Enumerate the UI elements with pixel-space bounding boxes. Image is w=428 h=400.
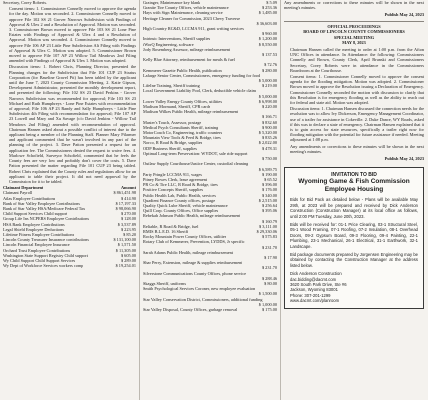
claim-amount: $ 11,305.00 [115, 247, 136, 253]
claim-description: Quality Quick Lube Sheriff, vehicle maintenance [143, 202, 228, 208]
claim-description: Quadient Finance County offices, postage [143, 197, 216, 203]
claim-amount: $ 605.00 [120, 252, 136, 258]
claim-description: Party Pringle LCCMA 911, wages [143, 171, 202, 177]
claim-description: iWorQ Engineering, software [143, 41, 194, 47]
claim-amount: $ 3,111.00 [259, 223, 277, 229]
claim-description: Public Health Lab, Public Health, services [143, 192, 216, 198]
claim-description: Mountain View Tools & Feed & Bridge, tires [143, 135, 221, 141]
claim-description: Silverstone Communications County Offices, phone service [143, 270, 247, 276]
claim-description: Lifetime Fitness Employee Contributions [3, 231, 75, 237]
claim-amount: $ 220.00 [261, 104, 277, 110]
claim-row [3, 263, 136, 268]
claim-description: Heritage Cleaner for Commission, 2023 Chevy Traverse [143, 15, 241, 21]
claim-description: Madison Mormand, Sheriff, CPR cards [143, 104, 211, 110]
continued-text: Secretary, Corey Roberts. [3, 0, 48, 5]
claim-description: Wy Dept of Workforce Services workers comp [3, 263, 84, 269]
claim-amount: $ 231.70 [261, 244, 277, 250]
claim-amount: $ 160.79 [261, 218, 277, 224]
claim-description: Lafarge Senior Center, Commissioners, emergency funding for food [143, 72, 261, 78]
claim-description: Master's Touch, Assessor, postage [143, 119, 202, 125]
claim-description: Reliable, R Road & Bridge, fuel [143, 223, 199, 229]
claim-description: Bank of Star Valley Employee Contributions [3, 200, 80, 206]
claim-amount: $ 396.00 [261, 182, 277, 188]
claims-column [143, 0, 277, 400]
claim-amount: $ 861,451.98 [113, 190, 136, 196]
address-link[interactable]: www.dacmt.com/planroom [290, 298, 340, 304]
notice-divider [284, 21, 424, 22]
claim-description: Lower Valley Energy County Offices, utilities [143, 98, 223, 104]
claim-amount: $ 2,022.00 [258, 140, 277, 146]
claim-amount: $ 1,571.50 [117, 242, 136, 248]
claim-amount: $ 190.00 [261, 171, 277, 177]
claim-amount: $ 289.00 [120, 257, 136, 263]
claim-amount: $ 36,603.00 [256, 20, 277, 26]
claim-row [143, 307, 277, 312]
claim-amount: $ 80.00 [264, 280, 277, 286]
address-line: 3620 South Park Drive, Ste #6 [290, 281, 347, 287]
claim-description: Rocky Mountain Power County Offices, utilities [143, 234, 227, 240]
ad-paragraph: Bids for Bid Pack as detailed below - Plans will be available May 29th, at 2023 will be prepared and received by Dick Anderson Construction (Construction Manager) at its local office as follows, until 2:00 PM Tuesday, June 20th, 2023. [290, 197, 418, 219]
claim-amount: $ 270.00 [120, 211, 136, 217]
claim-description: Orchard Trust Employee Contributions [3, 247, 71, 253]
claim-description: Star Valley Disposal, County Offices, garbage removal [143, 306, 238, 312]
claims-heading: Claimant Department [3, 185, 44, 191]
discussion-items-paragraph: Discussion items: 1. Robert Chris, Planning Director, presented the Planning changes for the Subdivision that File 101 CUP 23 Stratus Corporation (for Baseline Gravel Pit) has been tabled by the applicant until the June 7, 2023 County Commission Meeting. 2. Katie Gipson, Development Administrator, presented the monthly development report, and presented the following: File 102 SS 23 David Perkins - Grover Narrows Subdivision was recommended for approval; File 103 SS 23 Michael and Ruth Humphreys - Lone Pine Estates with recommendation of approval; File 106 AP 23 Randy and Sally Humphreys - Little Pine Subdivision 4th Filing with recommendation for approval; File 107 AP 23 Lowell and Mary and Xu Savage (c/o David Jenkins - Willow Tail Meadows 2nd Filing) amended with recommendation of approval. Chairman Hansen asked about a possible conflict of interest due to the applicant being a member of the Planning Staff. Planner Mary Pilarmer and applicant commented that he wasn't involved in any part of the planning of the project. 3. Dave Patton presented a request for an application fee. The Commissioners denied the request to waive fees. 4. Marlowe Schofield, Surveyor Schofield, commented that he feels the County fees are very low and probably don't cover the costs. 5. Dave Patton presented the matter regarding File 101 CUP 23 being tabled. Robert Chris explained that the County rules and regulations allow for an applicant to table their project. It did not need approval by the Commission for it to be tabled. [9, 64, 136, 184]
bid-invitation-ad [284, 167, 424, 308]
claim-description: Skaggs Sheriff, uniforms [143, 280, 187, 286]
claim-description: ODP Business Sheriff, supplies [143, 145, 197, 151]
claim-amount: $ 288.46 [261, 275, 277, 281]
claim-description: Sarah Adams Public Health, mileage reimbursement [143, 249, 233, 255]
claim-amount: $ 340.00 [261, 192, 277, 198]
claim-amount: $ 29,330.06 [256, 228, 277, 234]
claim-description: Child Support Services Child support [3, 211, 68, 217]
claim-amount: $ 835.26 [261, 135, 277, 141]
claim-description: Optimal Long-term Preservation: WYDOT, sale ride support [143, 150, 248, 156]
claim-row [143, 73, 277, 78]
claim-amount: $ 2,515.00 [258, 197, 277, 203]
claim-amount: $ 17.90 [264, 254, 277, 260]
claim-description: Positive Concepts Sheriff, supplies [143, 187, 204, 193]
claim-description: Rebekah Johnson Public Health, mileage reimbursement [143, 213, 241, 219]
address-line: Jackson, Wyoming 83001 [290, 287, 338, 293]
claim-amount: $ 17,197.33 [115, 200, 136, 206]
ad-title: INVITATION TO BID [331, 172, 377, 179]
claim-amount: $ 128.00 [120, 216, 136, 222]
notice-paragraph: Chairman Hansen called the meeting to order at 1:00 p.m. from the Afton UNC Offices in attendance. In Attendance: the following: Commissioners Connelly and Brown, County Clerk, April Brunski and Commissioners Secretary, Corey Roberts were in attendance in the Commissioners Boardroom at the Courthouse. [290, 47, 424, 73]
publish-date: Publish May 24, 2023 [384, 156, 424, 162]
claim-description: HSA Bank Employee Contributions [3, 221, 65, 227]
claim-description: Outlaw Supply Courthouse/Justice Center, custodial cleaning [143, 161, 249, 167]
address-line: Dick Anderson Construction [290, 271, 342, 277]
claim-amount: $ 19,254.01 [115, 263, 136, 269]
claim-description: High Country RC&D, LCCMA 911, grant writing services [143, 26, 244, 32]
claim-amount: $ 6,589.75 [258, 166, 277, 172]
claim-amount: $ 85.20 [123, 231, 136, 237]
claim-description: Jody Rosemberg Assessor, mileage reimbursement [143, 46, 231, 52]
claim-description: Kemmerer Gazette Public Health, publication [143, 67, 222, 73]
claim-description: Norco, R Road & Bridge, supplies [143, 140, 203, 146]
claim-amount: $ 65.52 [264, 176, 277, 182]
claim-description: Intrinsic Interventions, Sheriff supplies [143, 36, 211, 42]
notice-date: MAY 8, 2023 [342, 39, 366, 45]
claim-description: Shar Perry, Extension, mileage & supplies reimbursement [143, 260, 243, 266]
claim-description: Claimant Payroll [3, 190, 33, 196]
publish-date: Publish May 24, 2023 [384, 12, 424, 18]
notice-title: OFFICIAL PROCEEDINGS [327, 24, 381, 30]
claim-description: RMIS B.L.E.D. 16 Sheriff [143, 228, 189, 234]
claim-amount: $ 1,200.00 [258, 36, 277, 42]
claim-amount: $ 176.00 [261, 187, 277, 193]
claim-description: Pitney Bowes Clerk, lease agreement [143, 176, 208, 182]
claim-amount: $ 414.90 [120, 195, 136, 201]
claim-amount: $ 6,998.00 [258, 98, 277, 104]
claim-amount: $ 900.00 [261, 124, 277, 130]
claim-amount: $ 5.09 [266, 0, 277, 5]
ad-paragraph: Bid package documents prepared by Jorgensen Engineering may be obtained by contacting the Construction Manager at the address listed below. [290, 251, 418, 268]
claim-amount: $ 5,000.00 [258, 93, 277, 99]
claim-description: Lincoln County Treasurer Insurance contributions [3, 237, 89, 243]
claim-description: Washington State Support Registry Child support [3, 252, 88, 258]
claim-amount: $ 137.53 [261, 52, 277, 58]
claim-amount: $ 478.31 [261, 145, 277, 151]
consent-items-paragraph: Consent items: 1. Commissioner Connelly moved to approve the agenda for the day. Motion was seconded. 2. Commissioner Connelly moved to approve File 102 SS 21 Grover Narrows Subdivision with Findings of Approval & Ulex 2 and a Resolution of Approval. Motion was seconded. 3. Commissioner Brown moved to approve File 103 SS 21 Lone Pine Estates with Findings of Approval & Ulex 4 and a Resolution of Approval. Motion was seconded. 4. Commissioner Connelly moved to approve File 106 AP 23 Little Pine Subdivision Alt Filing with Findings of Approval & Ulex C. Motion was adopted. 5. Commissioner Brown moved to approve File 107 AP 23 Willow Tail Meadows 2nd Filing amended with Findings of Approval & Ulex 1. Motion was adopted. [9, 6, 136, 64]
claim-description: Kelly Blue Attorney, reimbursement for meals & fuel [143, 57, 235, 63]
claim-amount: $ 175.00 [261, 306, 277, 312]
claim-amount: $ 98,066.90 [115, 205, 136, 211]
claim-amount: $ 395.06 [261, 208, 277, 214]
notices-column [284, 0, 424, 400]
claim-description: Wy Child Support Child Support Services [3, 257, 76, 263]
claim-amount: $ 832.60 [261, 119, 277, 125]
claim-amount: $ 223.95 [120, 226, 136, 232]
notice-paragraph: Any amendments or corrections to these minutes will be shown in the next meeting's minutes. [290, 143, 424, 154]
claim-description: MotorCoach Co, Engineering, traffic counters [143, 130, 223, 136]
ad-address [290, 271, 418, 303]
ad-heading: Wyoming Game & Fish Commission Employee Housing [298, 178, 410, 194]
column-divider [139, 0, 140, 400]
notice-meeting-type: SPECIAL MEETING [333, 34, 375, 40]
claim-row [143, 297, 277, 302]
column-divider [280, 0, 281, 400]
claim-description: Rotary Club of Kemmerer, Prevention, LYDDS, Jr specific [143, 239, 245, 245]
claim-description: Hays with Sign Maintenance, cleaning service [143, 10, 223, 16]
claim-amount: $ 219.00 [261, 83, 277, 89]
claim-description: Bank of Star Valley HSA/Medicare Federal Tax [3, 205, 86, 211]
claim-description: PR Co & Tire LLC, R Road & Bridge, tires [143, 182, 218, 188]
address-phone: Phone: 307-201-1299 [290, 292, 331, 298]
claim-amount: $ 960.00 [261, 31, 277, 37]
claim-description: Lincoln Financial Employee Insurance [3, 242, 70, 248]
address-email: dac.bidding@dacmt.com [290, 276, 337, 282]
claim-amount: $ 231.70 [261, 265, 277, 271]
claim-description: Smith Psychological Services Coroner, new employee evaluation [143, 286, 256, 292]
notice-paragraph: Consent items: 1. Commissioner Connelly moved to approve the consent agenda for the flooding mitigation. Motion was adopted. 2. Commissioner Brown moved to approve the Resolution issuing a Declaration of Emergency. Commissioner Connelly seconded the motion with discussion to clarify that this Resolution is for emergency flooding as well as the ability to reach out for federal and state aid. Motion was adopted. [290, 74, 424, 106]
claim-amount: $ 253.36 [261, 5, 277, 11]
claim-description: Medical Psych Consultants Sheriff, training [143, 124, 219, 130]
claim-amount: $ 1,000.00 [258, 301, 277, 307]
claims-list-continued [143, 0, 277, 312]
claim-description: Atlas Employee Contributions [3, 195, 56, 201]
claim-description: Quill Corp. County Offices, Office supplies [143, 208, 219, 214]
claim-amount: $ 256.64 [261, 202, 277, 208]
claim-amount: $ 1,500.00 [258, 291, 277, 297]
claim-description: Local Government Liability Pool, Clerk, deductible vehicle claim [143, 88, 256, 94]
claim-description: Granite Tire County Offices, vehicle maintenance [143, 5, 229, 11]
amendments-note: Any amendments or corrections to these minutes will be shown in the next meeting's minutes. [284, 0, 424, 11]
claim-description: Madison Wilkes Public Health, mileage reimbursement [143, 109, 239, 115]
claim-description: Group Life Ins NCPERS Employee Contributions [3, 216, 90, 222]
claim-amount: $ 575.83 [261, 234, 277, 240]
claim-description: Grainger, Maintenance key blank [143, 0, 201, 5]
claim-amount: $ 8,550.00 [258, 41, 277, 47]
claim-amount: $ 1,485.00 [258, 10, 277, 16]
claim-amount: $ 750.00 [261, 156, 277, 162]
claim-amount: $ 131,100.00 [113, 237, 136, 243]
claim-description: LifeIne Training, Sheriff training [143, 83, 200, 89]
claim-amount: $ 5,000.00 [258, 78, 277, 84]
ad-paragraph: Bids will be received for: 01-1 Price Clearing, 03-1 Structural Steel, 05-1 Wood Framing, 07-1 Roofing, 07-2 Insulation, 08-1 Overhead Doors, 09-2 Gypsum Board, 09-3 Flooring, 09-4 Painting, 22-1 Plumbing, 23-1 Mechanical, 26-1 Electrical, 31-1 Earthwork, 32-1 Landscape. [290, 221, 418, 249]
notice-paragraph: Discussion items: 1. Chairman Hansen discussed the connection needs for the resolution was to allow Ivy Dickerson, Emergency Management Coordinator, use of a trailer for assistance in Cokeville. 2. Duke Dance, WY Roads, asked if this was to declare a state of emergency. Chairman Hansen explained that it is to gain access for state resources, specifically a trailer right now for flooding mitigation with the potential for future assistance if needed. Meeting adjourned at 1:08 p.m. [290, 106, 424, 143]
claim-amount: $ 3,537.89 [117, 221, 136, 227]
claim-description: Star Valley Conservation District, Commissioners, additional funding [143, 296, 263, 302]
claims-list [3, 190, 136, 268]
claim-amount: $ 72.76 [264, 62, 277, 68]
claim-amount: $ 5,320.00 [258, 130, 277, 136]
claim-amount: $ 166.71 [261, 114, 277, 120]
claim-amount: $ 280.00 [261, 67, 277, 73]
claims-amount-heading: Amount [120, 185, 136, 191]
notice-board-title: BOARD OF LINCOLN COUNTY COMMISSIONERS [303, 29, 405, 35]
minutes-column [3, 0, 136, 400]
claim-description: Legal Shield Employee Deductions [3, 226, 64, 232]
